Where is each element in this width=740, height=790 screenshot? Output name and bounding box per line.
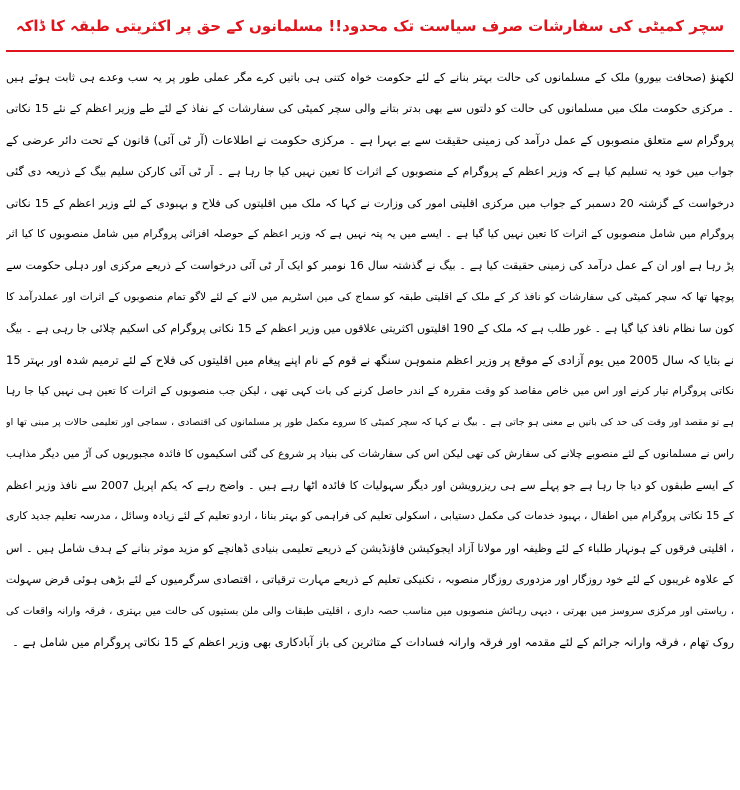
article-line: جواب میں خود یہ تسلیم کیا ہے کہ وزیر اعظم کے پروگرام کے منصوبوں کے اثرات کا تعین نہیں کیا جا رہا ہے ۔ آر ٹی آئی کارکن سلیم بیگ کے ذریعہ دی گئی [6,165,734,179]
article-line: راس نے مسلمانوں کے لئے منصوبے چلانے کی سفارش کی تھی لیکن اس کی سفارشات کی بنیاد پر شروع کی گئی اسکیموں کا فائدہ مجبوریوں کی آڑ میں دیگر مذاہب [6,447,734,460]
article-line: ، اقلیتی فرقوں کے ہونہار طلباء کے لئے وظیفہ اور مولانا آزاد ایجوکیشن فاؤنڈیشن کے ذریعے تعلیمی بنیادی ڈھانچے کو مزید موثر بنانے کے ہدف شامل ہیں ۔ اس [6,541,734,555]
article-line: پروگرام میں شامل منصوبوں کے اثرات کا تعین نہیں کیا گیا ہے ۔ ایسے میں یہ پتہ نہیں ہے کہ وزیر اعظم کے حوصلہ افزائی پروگرام میں شامل منصوبوں کا کیا اثر [6,227,734,240]
article-line: کے علاوہ غریبوں کے لئے خود روزگار اور مزدوری روزگار منصوبہ ، تکنیکی تعلیم کے ذریعے مہارت ترقیاتی ، اقتصادی سرگرمیوں کے لئے بڑھی ہوئی قرض سہولت [6,573,734,587]
article-line: پوچھا تھا کہ سچر کمیٹی کی سفارشات کو نافذ کر کے ملک کے اقلیتی طبقہ کو سماج کی مین اسٹریم میں لانے کے لئے لاگو تمام منصوبوں کے اثرات اور عملدرآمد کا [6,290,734,303]
article-line: کے ایسے طبقوں کو دیا جا رہا ہے جو پہلے سے ہی ریزرویشن اور دیگر سہولیات کا فائدہ اٹھا رہے ہیں ۔ واضح رہے کہ یکم اپریل 2007 سے نافذ وزیر اعظم [6,479,734,493]
article-line: لکھنؤ (صحافت بیورو) ملک کے مسلمانوں کی حالت بہتر بنانے کے لئے حکومت خواہ کتنی ہی باتیں کرے مگر عملی طور پر یہ سب وعدے ہی ثابت ہوئے ہیں [6,71,734,84]
article-line: روک تھام ، فرقہ وارانہ جرائم کے لئے مقدمہ اور فرقہ وارانہ فسادات کے متاثرین کی باز آبادکاری بھی وزیر اعظم کے 15 نکاتی پروگرام میں شامل ہے ۔ [12,635,734,650]
article-line: ، ریاستی اور مرکزی سروسز میں بھرتی ، دیہی رہائش منصوبوں میں مناسب حصہ داری ، اقلیتی طبقات والی ملن بستیوں کی حالت میں بہتری ، فرقہ وارانہ واقعات کی [6,605,734,617]
article-headline: سچر کمیٹی کی سفارشات صرف سیاست تک محدود!! مسلمانوں کے حق پر اکثریتی طبقہ کا ڈاکہ [6,4,734,52]
article-line: نکاتی پروگرام تیار کرنے اور اس میں خاص مقاصد کو وقت مقررہ کے اندر حاصل کرنے کی بات کہی تھی ، لیکن جب منصوبوں کے اثرات کا تعین ہی نہیں کیا جا رہا [6,384,734,397]
article-line: پڑ رہا ہے اور ان کے عمل درآمد کی زمینی حقیقت کیا ہے ۔ بیگ نے گذشتہ سال 16 نومبر کو ایک آر ٹی آئی درخواست کے ذریعے مرکزی اور دہلی حکومت سے [6,259,734,273]
article-line: ہے تو مقصد اور وقت کی حد کی باتیں بے معنی ہو جاتی ہے ۔ بیگ نے کہا کہ سچر کمیٹی کا سروے مکمل طور پر مسلمانوں کی اقتصادی ، سماجی اور تعلیمی حالات پر مبنی تھا او [6,417,734,429]
article-line: پروگرام سے متعلق منصوبوں کے عمل درآمد کی زمینی حقیقت سے بے بہرا ہے ۔ مرکزی حکومت نے اطلاعات (آر ٹی آئی) قانون کے تحت دائر عرضی کے [6,132,734,147]
article-line: کون سا نظام نافذ کیا گیا ہے ۔ غور طلب ہے کہ ملک کے 190 اقلیتوں اکثریتی علاقوں میں وزیر اعظم کے 15 نکاتی پروگرام کی اسکیم چلائی جا رہی ہے ۔ بیگ [6,322,734,336]
article-body [6,62,734,658]
article-line: نے بتایا کہ سال 2005 میں یوم آزادی کے موقع پر وزیر اعظم منموہن سنگھ نے قوم کے نام اپنے پیغام میں اقلیتوں کی فلاح کے لئے ترمیم شدہ اور بہتر 15 [6,352,734,367]
article-line: درخواست کے گزشتہ 20 دسمبر کے جواب میں مرکزی اقلیتی امور کی وزارت نے کہا کہ ملک میں اقلیتوں کی فلاح و بہبودی کے لئے وزیر اعظم کے 15 نکاتی [6,196,734,210]
article-line: ۔ مرکزی حکومت ملک میں مسلمانوں کی حالت کو دلتوں سے بھی بدتر بتانے والی سچر کمیٹی کی سفارشات کے نفاذ کے لئے طے وزیر اعظم کے نئے 15 نکاتی [6,102,734,116]
article-line: کے 15 نکاتی پروگرام میں اطفال ، بہبود خدمات کی مکمل دستیابی ، اسکولی تعلیم کی فراہمی کو بہتر بنانا ، اردو تعلیم کے لئے زیادہ وسائل ، مدرسہ تعلیم جدید کاری [6,510,734,523]
